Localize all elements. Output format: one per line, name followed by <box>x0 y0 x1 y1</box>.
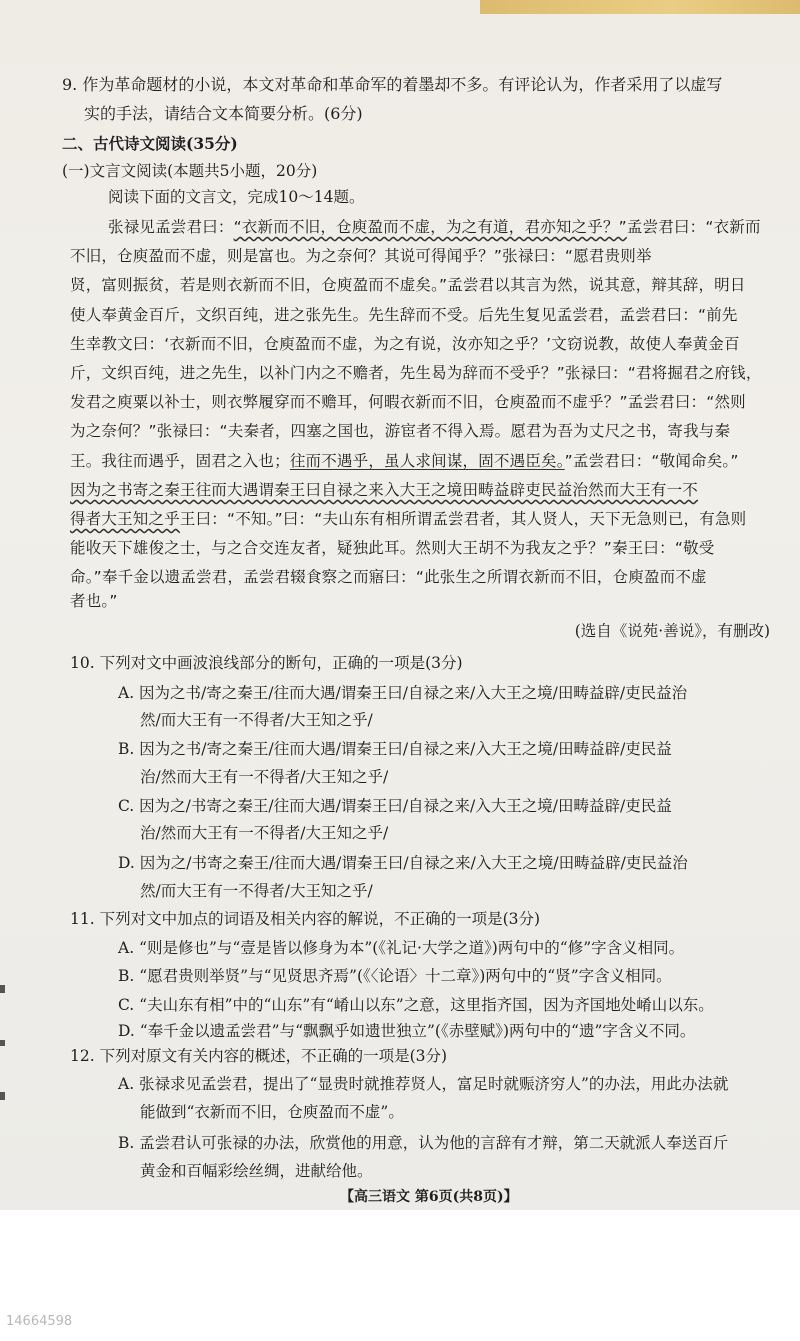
passage-line: 贤，富则振贫，若是则衣新而不旧，仓庾盈而不虚矣。”孟尝君以其言为然，说其意，辩其辞，明日 <box>70 276 746 294</box>
q9-line-1: 9. 作为革命题材的小说，本文对革命和革命军的着墨却不多。有评论认为，作者采用了以虚写 <box>62 75 723 94</box>
blank-area <box>0 1210 800 1341</box>
page-footer: 【高三语文 第6页(共8页)】 <box>340 1189 518 1205</box>
q12-option-b-cont: 黄金和百幅彩绘丝绸，进献给他。 <box>140 1162 373 1180</box>
q11-option-a: A. “则是修也”与“壹是皆以修身为本”(《礼记·大学之道》)两句中的“修”字含义相同。 <box>118 939 685 957</box>
passage-line: 不旧，仓庾盈而不虚，则是富也。为之奈何？其说可得闻乎？”张禄曰：“愿君贵则举 <box>70 247 652 265</box>
passage-source: (选自《说苑·善说》，有删改) <box>574 622 770 640</box>
passage-line <box>70 450 739 472</box>
margin-mark <box>0 1092 5 1100</box>
passage-line <box>70 508 746 530</box>
q11-option-d: D. “奉千金以遗孟尝君”与“飘飘乎如遗世独立”(《赤壁赋》)两句中的“遗”字含义不同。 <box>118 1022 696 1040</box>
passage-line: 为之奈何？”张禄曰：“夫秦者，四塞之国也，游宦者不得入焉。愿君为吾为丈尺之书，寄我与秦 <box>70 422 731 440</box>
passage-line: 者也。” <box>70 592 118 610</box>
q10-option-a: A. 因为之书/寄之秦王/往而大遇/谓秦王曰/自禄之来/入大王之境/田畴益辟/吏民益治 <box>118 684 688 702</box>
section-title: 二、古代诗文阅读(35分) <box>62 134 238 153</box>
q10-option-c: C. 因为之/书寄之秦王/往而大遇/谓秦王曰/自禄之来/入大王之境/田畴益辟/吏民益 <box>118 797 672 815</box>
passage-line: 能收天下雄俊之士，与之合交连友者，疑独此耳。然则大王胡不为我友之乎？”秦王曰：“敬受 <box>70 539 715 557</box>
passage-line: 发君之庾粟以补士，则衣弊履穿而不赡耳，何暇衣新而不旧，仓庾盈而不虚乎？”孟尝君曰：“然则 <box>70 393 746 411</box>
reading-instruction: 阅读下面的文言文，完成10～14题。 <box>108 188 365 206</box>
q10-option-d: D. 因为之/书寄之秦王/往而大遇/谓秦王曰/自禄之来/入大王之境/田畴益辟/吏民益治 <box>118 854 688 872</box>
passage-text: 张禄见孟尝君曰： <box>108 218 234 236</box>
passage-wavy-text: “衣新而不旧，仓庾盈而不虚，为之有道，君亦知之乎？” <box>233 218 627 236</box>
passage-text: 王曰：“不知。”曰：“夫山东有相所谓孟尝君者，其人贤人，天下无急则已，有急则 <box>179 510 747 528</box>
top-tape-strip <box>480 0 800 14</box>
passage-wavy-line: 因为之书寄之秦王往而大遇谓秦王曰自禄之来入大王之境田畴益辟吏民益治然而大王有一不 <box>70 481 699 499</box>
q12-option-a: A. 张禄求见孟尝君，提出了“显贵时就推荐贤人，富足时就赈济穷人”的办法，用此办法就 <box>118 1075 729 1093</box>
watermark-id: 14664598 <box>6 1314 73 1329</box>
passage-wavy-text: 得者大王知之乎 <box>70 510 180 528</box>
margin-mark <box>0 985 5 993</box>
passage-text: 孟尝君曰：“衣新而 <box>626 218 761 236</box>
q10-option-d-cont: 然/而大王有一不得者/大王知之乎/ <box>140 882 373 900</box>
passage-underlined-text: 往而不遇乎，虽人求间谋，固不遇臣矣。 <box>289 452 565 470</box>
q10-option-b-cont: 治/然而大王有一不得者/大王知之乎/ <box>140 768 389 786</box>
section-subtitle: (一)文言文阅读(本题共5小题，20分) <box>62 162 318 180</box>
q10-stem: 10. 下列对文中画波浪线部分的断句，正确的一项是(3分) <box>70 654 463 672</box>
q12-stem: 12. 下列对原文有关内容的概述，不正确的一项是(3分) <box>70 1047 448 1065</box>
q12-option-a-cont: 能做到“衣新而不旧，仓庾盈而不虚”。 <box>140 1103 404 1121</box>
q10-option-a-cont: 然/而大王有一不得者/大王知之乎/ <box>140 711 373 729</box>
q11-option-b: B. “愿君贵则举贤”与“见贤思齐焉”(《〈论语〉十二章》)两句中的“贤”字含义相同。 <box>118 967 672 985</box>
passage-line: 使人奉黄金百斤，文织百纯，进之张先生。先生辞而不受。后先生复见孟尝君，孟尝君曰：“前先 <box>70 306 738 324</box>
passage-text: ”孟尝君曰：“敬闻命矣。” <box>564 452 739 470</box>
q11-option-c: C. “夫山东有相”中的“山东”有“崤山以东”之意，这里指齐国，因为齐国地处崤山以东。 <box>118 996 714 1014</box>
margin-mark <box>0 1040 5 1046</box>
q10-option-c-cont: 治/然而大王有一不得者/大王知之乎/ <box>140 824 389 842</box>
passage-line: 生幸教文曰：‘衣新而不旧，仓庾盈而不虚，为之有说，汝亦知之乎？’文窃说教，故使人奉黄金百 <box>70 335 740 353</box>
passage-line <box>108 216 761 238</box>
passage-line: 命。”奉千金以遗孟尝君，孟尝君辍食察之而寤曰：“此张生之所谓衣新而不旧，仓庾盈而不虚 <box>70 568 707 586</box>
passage-text: 王。我往而遇乎，固君之入也； <box>70 452 290 470</box>
passage-line: 斤，文织百纯，进之先生，以补门内之不赡者，先生曷为辞而不受乎？”张禄曰：“君将掘君之府钱， <box>70 364 762 382</box>
q9-line-2: 实的手法，请结合文本简要分析。(6分) <box>84 104 363 123</box>
q11-stem: 11. 下列对文中加点的词语及相关内容的解说，不正确的一项是(3分) <box>70 910 541 928</box>
q10-option-b: B. 因为之书/寄之秦王/往而大遇/谓秦王曰/自禄之来/入大王之境/田畴益辟/吏民益 <box>118 740 672 758</box>
q12-option-b: B. 孟尝君认可张禄的办法，欣赏他的用意，认为他的言辞有才辩，第二天就派人奉送百斤 <box>118 1134 729 1152</box>
